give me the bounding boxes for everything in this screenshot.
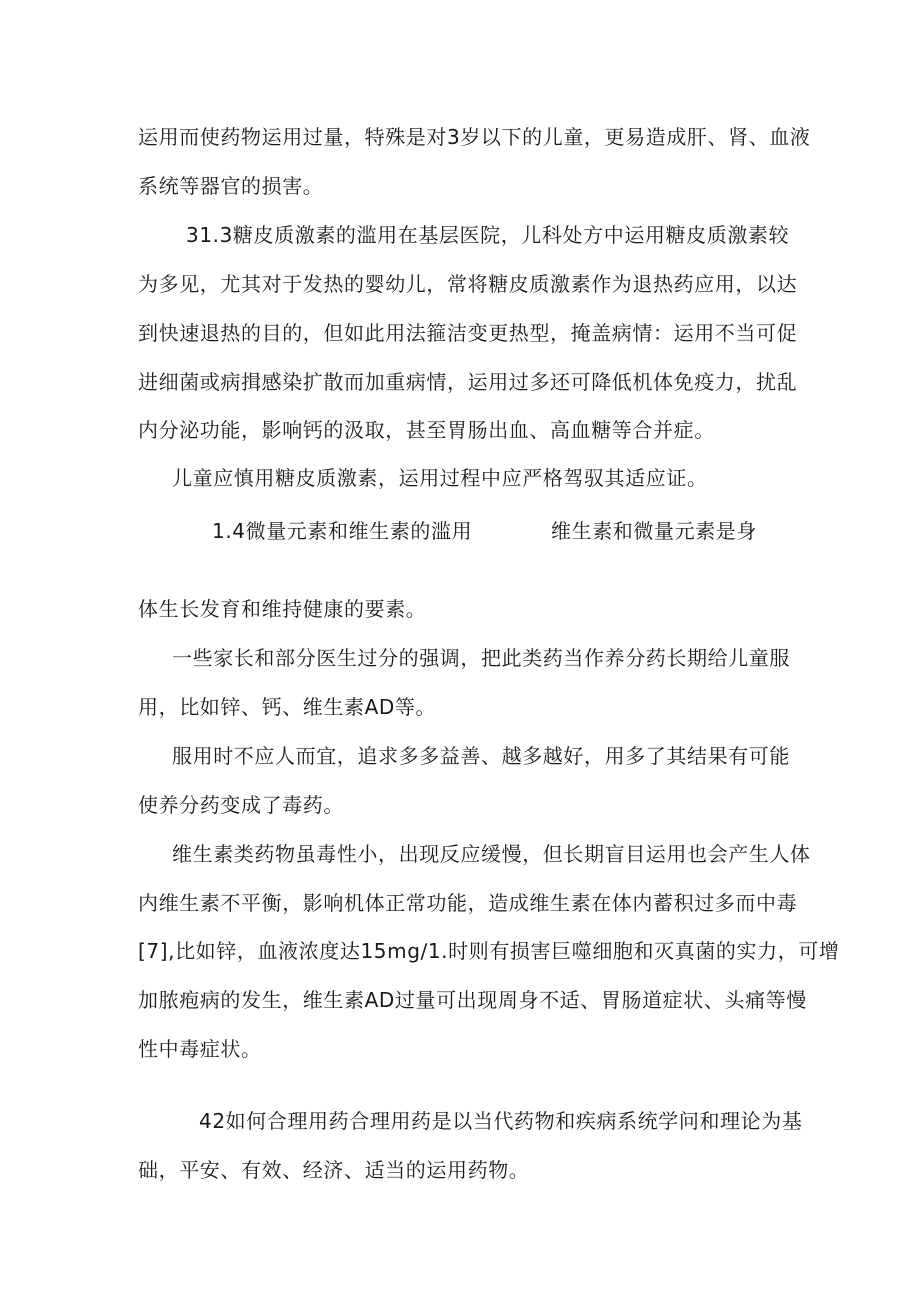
text-line: 体生长发育和维持健康的要素。 xyxy=(138,597,427,621)
text-line: 为多见，尤其对于发热的婴幼儿，常将糖皮质激素作为退热药应用，以达 xyxy=(138,272,798,296)
section-heading-3-1-3: 31.3糖皮质激素的滥用在基层医院，儿科处方中运用糖皮质激素较 xyxy=(186,223,790,247)
text-line: 础，平安、有效、经济、适当的运用药物。 xyxy=(138,1158,530,1182)
text-line: 性中毒症状。 xyxy=(138,1037,262,1061)
text-line: [7],比如锌，血液浓度达15mg∕1.时则有损害巨噬细胞和灭真菌的实力，可增 xyxy=(138,939,840,963)
section-heading-1-4: 1.4微量元素和维生素的滥用 xyxy=(212,519,473,543)
text-line: 运用而使药物运用过量，特殊是对3岁以下的儿童，更易造成肝、肾、血液 xyxy=(138,125,811,149)
text-line: 一些家长和部分医生过分的强调，把此类药当作养分药长期给儿童服 xyxy=(172,646,790,670)
section-heading-4-2: 42如何合理用药合理用药是以当代药物和疾病系统学问和理论为基 xyxy=(199,1109,803,1133)
text-line: 服用时不应人而宜，追求多多益善、越多越好，用多了其结果有可能 xyxy=(172,744,790,768)
text-line: 系统等器官的损害。 xyxy=(138,174,324,198)
text-line: 到快速退热的目的，但如此用法箍洁变更热型，掩盖病情：运用不当可促 xyxy=(138,321,798,345)
text-line: 维生素和微量元素是身 xyxy=(551,519,757,543)
text-line: 加脓疱病的发生，维生素AD过量可出现周身不适、胃肠道症状、头痛等慢 xyxy=(138,988,807,1012)
text-line: 使养分药变成了毒药。 xyxy=(138,793,344,817)
text-line: 内分泌功能，影响钙的汲取，甚至胃肠出血、高血糖等合并症。 xyxy=(138,418,715,442)
text-line: 进细菌或病揖感染扩散而加重病情，运用过多还可降低机体免疫力，扰乱 xyxy=(138,370,798,394)
text-line: 用，比如锌、钙、维生素AD等。 xyxy=(138,695,437,719)
text-line: 儿童应慎用糖皮质激素，运用过程中应严格驾驭其适应证。 xyxy=(172,466,708,490)
text-line: 内维生素不平衡，影响机体正常功能，造成维生素在体内蓄积过多而中毒 xyxy=(138,891,798,915)
text-line: 维生素类药物虽毒性小，出现反应缓慢，但长期盲目运用也会产生人体 xyxy=(172,842,811,866)
